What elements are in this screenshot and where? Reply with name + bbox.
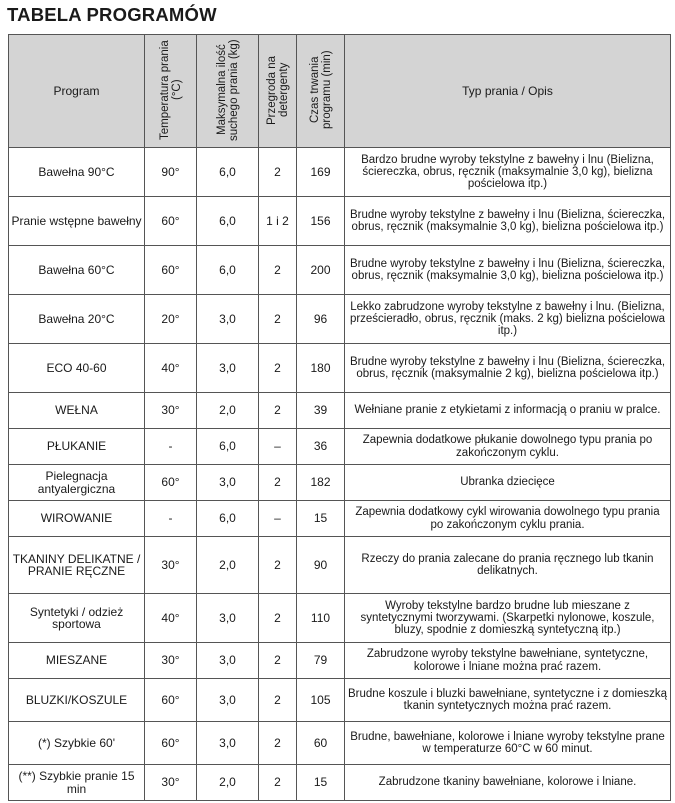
temperature-cell: 60°	[145, 722, 197, 765]
table-row	[9, 429, 671, 465]
header-detergent	[259, 35, 297, 148]
temperature-cell: 60°	[145, 465, 197, 501]
program-cell: Bawełna 90°C	[9, 148, 145, 197]
max-load-cell: 3,0	[197, 344, 259, 393]
program-cell: (*) Szybkie 60'	[9, 722, 145, 765]
max-load-cell: 6,0	[197, 148, 259, 197]
temperature-cell: 20°	[145, 295, 197, 344]
table-row	[9, 197, 671, 246]
description-cell: Lekko zabrudzone wyroby tekstylne z bawełny i lnu. (Bielizna, prześcieradło, obrus, ręcznik (maks. 2 kg) bielizna pościelowa itp.)	[345, 295, 671, 344]
detergent-cell: 2	[259, 765, 297, 801]
header-duration-label: Czas trwania programu (min)	[308, 50, 333, 130]
duration-cell: 182	[297, 465, 345, 501]
description-cell: Brudne wyroby tekstylne z bawełny i lnu (Bielizna, ściereczka, obrus, ręcznik (maksymalnie 3,0 kg), bielizna pościelowa itp.)	[345, 197, 671, 246]
detergent-cell: 2	[259, 465, 297, 501]
duration-cell: 36	[297, 429, 345, 465]
max-load-cell: 3,0	[197, 679, 259, 722]
table-row	[9, 295, 671, 344]
table-row	[9, 393, 671, 429]
program-cell: (**) Szybkie pranie 15 min	[9, 765, 145, 801]
description-cell: Rzeczy do prania zalecane do prania ręcznego lub tkanin delikatnych.	[345, 537, 671, 594]
header-detergent-label: Przegroda na detergenty	[265, 55, 290, 125]
detergent-cell: 2	[259, 679, 297, 722]
duration-cell: 110	[297, 594, 345, 643]
table-row	[9, 501, 671, 537]
header-max-load-label: Maksymalna ilość suchego prania (kg)	[215, 38, 240, 141]
header-description-label: Typ prania / Opis	[462, 83, 553, 98]
description-cell: Wełniane pranie z etykietami z informacją o praniu w pralce.	[345, 393, 671, 429]
program-cell: WEŁNA	[9, 393, 145, 429]
table-row	[9, 765, 671, 801]
temperature-cell: -	[145, 501, 197, 537]
description-cell: Zapewnia dodatkowe płukanie dowolnego typu prania po zakończonym cyklu.	[345, 429, 671, 465]
max-load-cell: 3,0	[197, 594, 259, 643]
program-cell: ECO 40-60	[9, 344, 145, 393]
max-load-cell: 2,0	[197, 537, 259, 594]
header-description	[345, 35, 671, 148]
table-row	[9, 722, 671, 765]
table-row	[9, 594, 671, 643]
program-cell: MIESZANE	[9, 643, 145, 679]
header-program-label: Program	[53, 83, 100, 98]
description-cell: Brudne wyroby tekstylne z bawełny i lnu (Bielizna, ściereczka, obrus, ręcznik (maksymalnie 3,0 kg), bielizna pościelowa itp.)	[345, 246, 671, 295]
header-row	[9, 35, 671, 148]
temperature-cell: 40°	[145, 344, 197, 393]
description-cell: Brudne wyroby tekstylne z bawełny i lnu (Bielizna, ściereczka, obrus, ręcznik (maksymalnie 2 kg), bielizna pościelowa itp.)	[345, 344, 671, 393]
program-table	[8, 34, 671, 801]
temperature-cell: 60°	[145, 197, 197, 246]
duration-cell: 156	[297, 197, 345, 246]
duration-cell: 39	[297, 393, 345, 429]
temperature-cell: 30°	[145, 393, 197, 429]
detergent-cell: 2	[259, 295, 297, 344]
program-cell: BLUZKI/KOSZULE	[9, 679, 145, 722]
header-temperature	[145, 35, 197, 148]
detergent-cell: 2	[259, 722, 297, 765]
program-cell: Pranie wstępne bawełny	[9, 197, 145, 246]
table-row	[9, 537, 671, 594]
description-cell: Brudne koszule i bluzki bawełniane, syntetyczne i z domieszką tkanin syntetycznych można prać razem.	[345, 679, 671, 722]
max-load-cell: 6,0	[197, 429, 259, 465]
duration-cell: 79	[297, 643, 345, 679]
detergent-cell: 2	[259, 148, 297, 197]
header-max-load	[197, 35, 259, 148]
max-load-cell: 2,0	[197, 765, 259, 801]
program-cell: WIROWANIE	[9, 501, 145, 537]
duration-cell: 169	[297, 148, 345, 197]
detergent-cell: 2	[259, 594, 297, 643]
detergent-cell: 2	[259, 393, 297, 429]
detergent-cell: 2	[259, 246, 297, 295]
program-cell: Pielegnacja antyalergiczna	[9, 465, 145, 501]
header-duration	[297, 35, 345, 148]
detergent-cell: 1 i 2	[259, 197, 297, 246]
table-row	[9, 246, 671, 295]
detergent-cell: –	[259, 429, 297, 465]
table-body	[9, 148, 671, 801]
duration-cell: 105	[297, 679, 345, 722]
max-load-cell: 3,0	[197, 465, 259, 501]
table-row	[9, 344, 671, 393]
description-cell: Zabrudzone tkaniny bawełniane, kolorowe i lniane.	[345, 765, 671, 801]
temperature-cell: 60°	[145, 246, 197, 295]
max-load-cell: 6,0	[197, 501, 259, 537]
temperature-cell: 30°	[145, 537, 197, 594]
temperature-cell: 30°	[145, 765, 197, 801]
description-cell: Ubranka dziecięce	[345, 465, 671, 501]
max-load-cell: 2,0	[197, 393, 259, 429]
detergent-cell: 2	[259, 344, 297, 393]
header-program	[9, 35, 145, 148]
program-cell: Bawełna 20°C	[9, 295, 145, 344]
duration-cell: 200	[297, 246, 345, 295]
duration-cell: 90	[297, 537, 345, 594]
temperature-cell: 40°	[145, 594, 197, 643]
description-cell: Bardzo brudne wyroby tekstylne z bawełny i lnu (Bielizna, ściereczka, obrus, ręcznik (maksymalnie 3,0 kg), bielizna pościelowa itp.)	[345, 148, 671, 197]
description-cell: Brudne, bawełniane, kolorowe i lniane wyroby tekstylne prane w temperaturze 60°C w 60 minut.	[345, 722, 671, 765]
table-row	[9, 148, 671, 197]
max-load-cell: 3,0	[197, 722, 259, 765]
duration-cell: 180	[297, 344, 345, 393]
description-cell: Zabrudzone wyroby tekstylne bawełniane, syntetyczne, kolorowe i lniane można prać razem.	[345, 643, 671, 679]
duration-cell: 96	[297, 295, 345, 344]
program-cell: PŁUKANIE	[9, 429, 145, 465]
duration-cell: 60	[297, 722, 345, 765]
temperature-cell: 90°	[145, 148, 197, 197]
max-load-cell: 6,0	[197, 197, 259, 246]
max-load-cell: 3,0	[197, 643, 259, 679]
detergent-cell: 2	[259, 537, 297, 594]
table-row	[9, 679, 671, 722]
header-temperature-label: Temperatura prania (°C)	[158, 39, 183, 140]
table-row	[9, 465, 671, 501]
program-cell: Syntetyki / odzież sportowa	[9, 594, 145, 643]
description-cell: Zapewnia dodatkowy cykl wirowania dowolnego typu prania po zakończonym cyklu prania.	[345, 501, 671, 537]
detergent-cell: 2	[259, 643, 297, 679]
detergent-cell: –	[259, 501, 297, 537]
temperature-cell: 60°	[145, 679, 197, 722]
max-load-cell: 3,0	[197, 295, 259, 344]
duration-cell: 15	[297, 765, 345, 801]
duration-cell: 15	[297, 501, 345, 537]
temperature-cell: 30°	[145, 643, 197, 679]
description-cell: Wyroby tekstylne bardzo brudne lub mieszane z syntetycznymi tworzywami. (Skarpetki nylonowe, koszule, bluzy, spodnie z domieszką syntetyczną itp.)	[345, 594, 671, 643]
max-load-cell: 6,0	[197, 246, 259, 295]
program-cell: TKANINY DELIKATNE / PRANIE RĘCZNE	[9, 537, 145, 594]
program-cell: Bawełna 60°C	[9, 246, 145, 295]
page-title: TABELA PROGRAMÓW	[7, 4, 217, 25]
temperature-cell: -	[145, 429, 197, 465]
table-row	[9, 643, 671, 679]
